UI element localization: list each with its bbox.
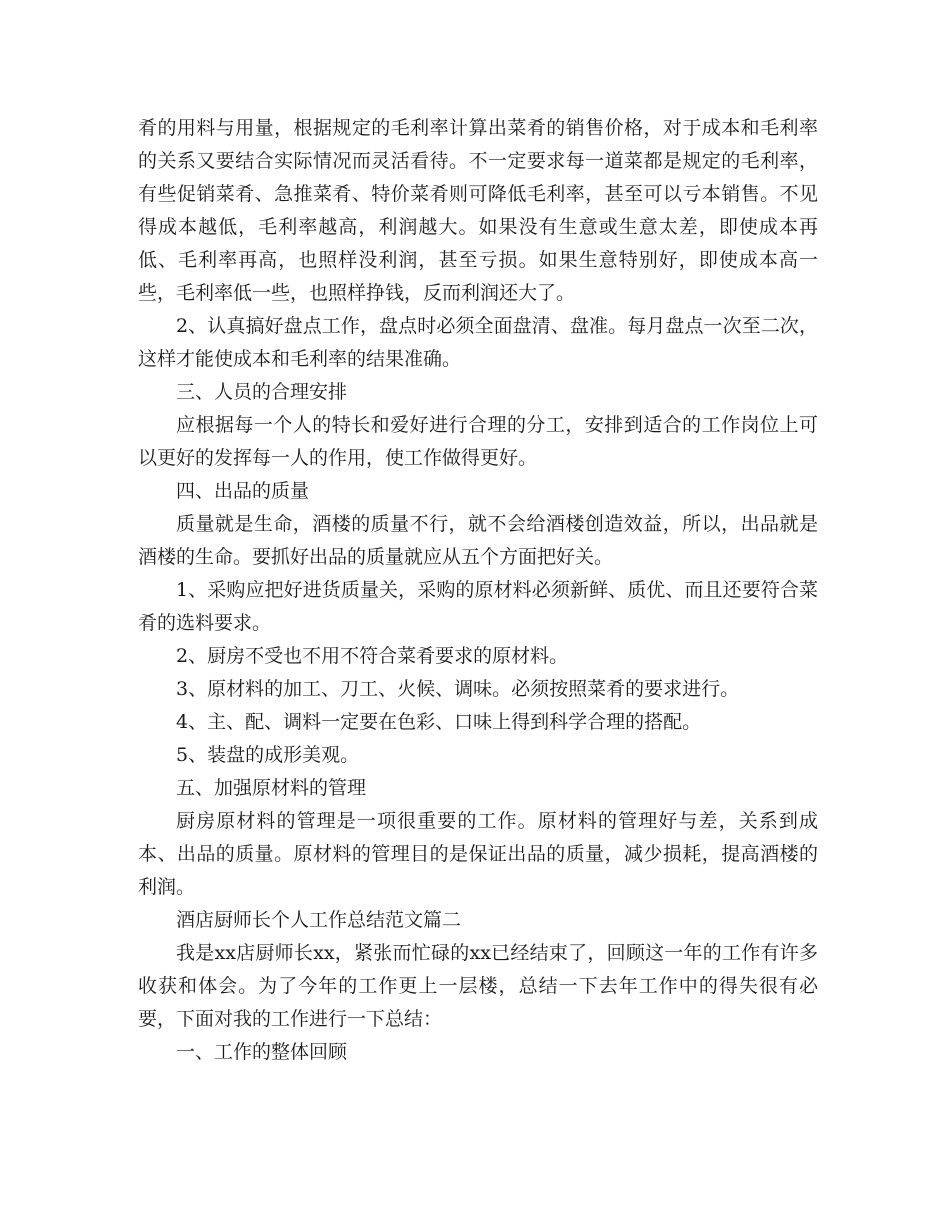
paragraph-staff-arrangement: 应根据每一个人的特长和爱好进行合理的分工，安排到适合的工作岗位上可以更好的发挥每一人的作用，使工作做得更好。 <box>138 414 818 469</box>
paragraph-product-quality: 质量就是生命，酒楼的质量不行，就不会给酒楼创造效益，所以，出品就是酒楼的生命。要抓好出品的质量就应从五个方面把好关。 <box>138 513 818 568</box>
paragraph-material-management: 厨房原材料的管理是一项很重要的工作。原材料的管理好与差，关系到成本、出品的质量。原材料的管理目的是保证出品的质量，减少损耗，提高酒楼的利润。 <box>138 810 818 898</box>
list-item-processing: 3、原材料的加工、刀工、火候、调味。必须按照菜肴的要求进行。 <box>176 678 740 700</box>
paragraph-inventory-check: 2、认真搞好盘点工作，盘点时必须全面盘清、盘准。每月盘点一次至二次，这样才能使成本和毛利率的结果准确。 <box>138 315 818 370</box>
document-body <box>138 112 818 1069</box>
heading-product-quality: 四、出品的质量 <box>176 480 310 502</box>
list-item-plating: 5、装盘的成形美观。 <box>176 744 360 766</box>
paragraph-introduction: 我是xx店厨师长xx，紧张而忙碌的xx已经结束了，回顾这一年的工作有许多收获和体会。为了今年的工作更上一层楼，总结一下去年工作中的得失很有必要，下面对我的工作进行一下总结： <box>138 942 818 1030</box>
heading-material-management: 五、加强原材料的管理 <box>176 777 367 799</box>
list-item-purchasing: 1、采购应把好进货质量关，采购的原材料必须新鲜、质优、而且还要符合菜肴的选料要求。 <box>138 579 818 634</box>
list-item-seasoning: 4、主、配、调料一定要在色彩、口味上得到科学合理的搭配。 <box>176 711 702 733</box>
heading-staff-arrangement: 三、人员的合理安排 <box>176 381 348 403</box>
heading-article-two: 酒店厨师长个人工作总结范文篇二 <box>176 909 462 931</box>
paragraph-cost-margin: 肴的用料与用量，根据规定的毛利率计算出菜肴的销售价格，对于成本和毛利率的关系又要结合实际情况而灵活看待。不一定要求每一道菜都是规定的毛利率，有些促销菜肴、急推菜肴、特价菜肴则可降低毛利率，甚至可以亏本销售。不见得成本越低，毛利率越高，利润越大。如果没有生意或生意太差，即使成本再低、毛利率再高，也照样没利润，甚至亏损。如果生意特别好，即使成本高一些，毛利率低一些，也照样挣钱，反而利润还大了。 <box>138 117 818 304</box>
list-item-kitchen-materials: 2、厨房不受也不用不符合菜肴要求的原材料。 <box>176 645 569 667</box>
heading-overall-review: 一、工作的整体回顾 <box>176 1041 348 1063</box>
